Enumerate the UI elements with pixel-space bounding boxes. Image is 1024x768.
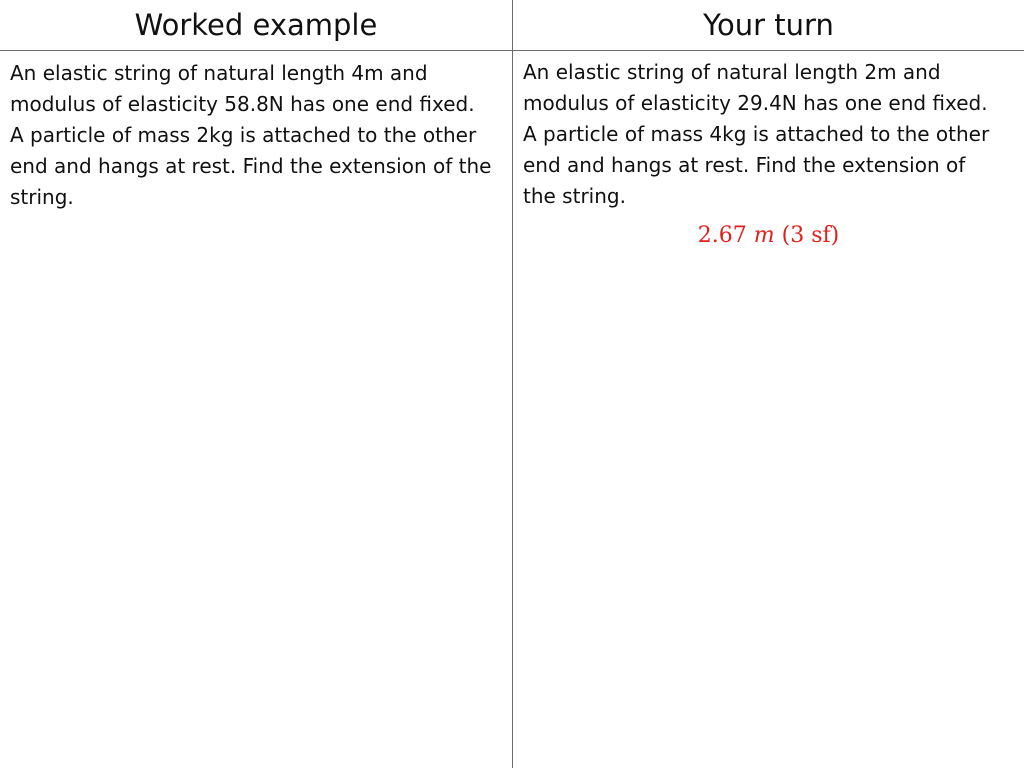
your-turn-problem: An elastic string of natural length 2m and modulus of elasticity 29.4N has one end fixed. A particle of mass 4kg is attached to the other end and hangs at rest. Find the extension of the string. — [523, 60, 990, 208]
worked-example-header: Worked example — [134, 8, 378, 42]
your-turn-column — [513, 0, 1024, 768]
column-divider — [512, 0, 513, 768]
your-turn-header: Your turn — [703, 8, 834, 42]
answer-unit: m — [753, 223, 775, 248]
your-turn-answer — [513, 223, 1024, 248]
answer-value: 2.67 — [697, 223, 747, 248]
worked-example-problem: An elastic string of natural length 4m and modulus of elasticity 58.8N has one end fixed. A particle of mass 2kg is attached to the other end and hangs at rest. Find the extension of the string. — [10, 61, 492, 209]
answer-note: (3 sf) — [781, 223, 840, 248]
